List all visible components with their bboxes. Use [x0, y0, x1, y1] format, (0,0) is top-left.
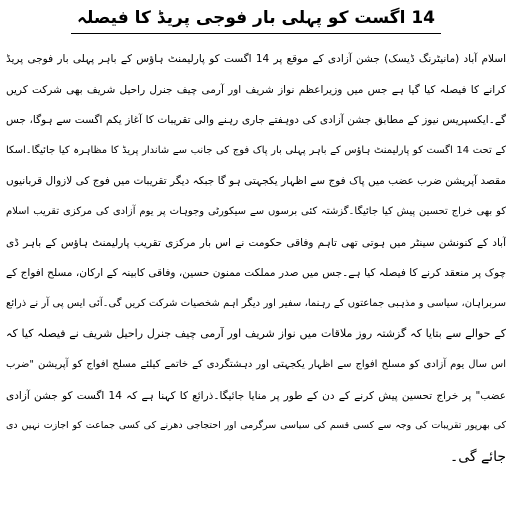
body-line: کے تحت 14 اگست کو پارلیمنٹ ہاؤس کے باہر پہلی بار پاک فوج کی جانب سے شاندار پریڈ کا مظاہرہ کیا جائیگا۔اسکا	[6, 144, 506, 156]
body-line-last: جائے گی۔	[449, 448, 506, 465]
body-line: کے حوالے سے بتایا کہ گزشتہ روز ملاقات میں نواز شریف اور آرمی چیف جنرل راحیل شریف نے فیصلہ کیا کہ	[6, 327, 506, 341]
body-line: کرانے کا فیصلہ کیا گیا ہے جس میں وزیراعظم نواز شریف اور آرمی چیف جنرل راحیل شریف بھی شرکت کریں	[6, 83, 506, 96]
body-line: کی بھرپور تقریبات کی وجہ سے کسی قسم کی سیاسی سرگرمی اور احتجاجی دھرنے کی کسی جماعت کو اجازت نہیں دی	[6, 420, 506, 432]
headline: 14 اگست کو پہلی بار فوجی پریڈ کا فیصلہ	[71, 6, 441, 34]
article-body	[6, 44, 506, 472]
body-line: آباد کے کنونشن سینٹر میں ہوتی تھی تاہم وفاقی حکومت نے اس بار مرکزی تقریب پارلیمنٹ ہاؤس کے باہر ڈی	[6, 236, 506, 249]
body-line: سربراہان، سیاسی و مذہبی جماعتوں کے رہنما، سفیر اور دیگر اہم شخصیات شرکت کریں گی۔آئی ایس پی آر نے ذرائع	[6, 297, 506, 309]
body-line: عضب" پر خراج تحسین پیش کرنے کے دن کے طور پر منایا جائیگا۔ذرائع کا کہنا ہے کہ 14 اگست کو جشن آزادی	[6, 389, 506, 402]
body-line: اس سال یوم آزادی کو مسلح افواج سے اظہار یکجہتی اور دہشتگردی کے خاتمے کیلئے مسلح افواج کو آپریشن "ضرب	[6, 358, 506, 370]
body-line: کو بھی خراج تحسین پیش کیا جائیگا۔گزشتہ کئی برسوں سے سیکورٹی وجوہات پر یوم آزادی کی مرکزی تقریب اسلام	[6, 205, 506, 217]
body-line: مقصد آپریشن ضرب عضب میں پاک فوج سے اظہار یکجہتی ہو گا جبکہ دیگر تقریبات میں فوج کی لازوال قربانیوں	[6, 175, 506, 188]
body-line: چوک پر منعقد کرنے کا فیصلہ کیا ہے۔جس میں صدر مملکت ممنون حسین، وفاقی کابینہ کے ارکان، مسلح افواج کے	[6, 267, 506, 280]
body-line: گے۔ایکسپریس نیوز کے مطابق جشن آزادی کی دوہفتے جاری رہنے والی تقریبات کا آغاز یکم اگست سے ہوگا، جس	[6, 114, 506, 127]
body-line: اسلام آباد (مانیٹرنگ ڈیسک) جشن آزادی کے موقع پر 14 اگست کو پارلیمنٹ ہاؤس کے باہر پہلی بار فوجی پریڈ	[6, 53, 506, 65]
headline-container	[0, 6, 512, 34]
